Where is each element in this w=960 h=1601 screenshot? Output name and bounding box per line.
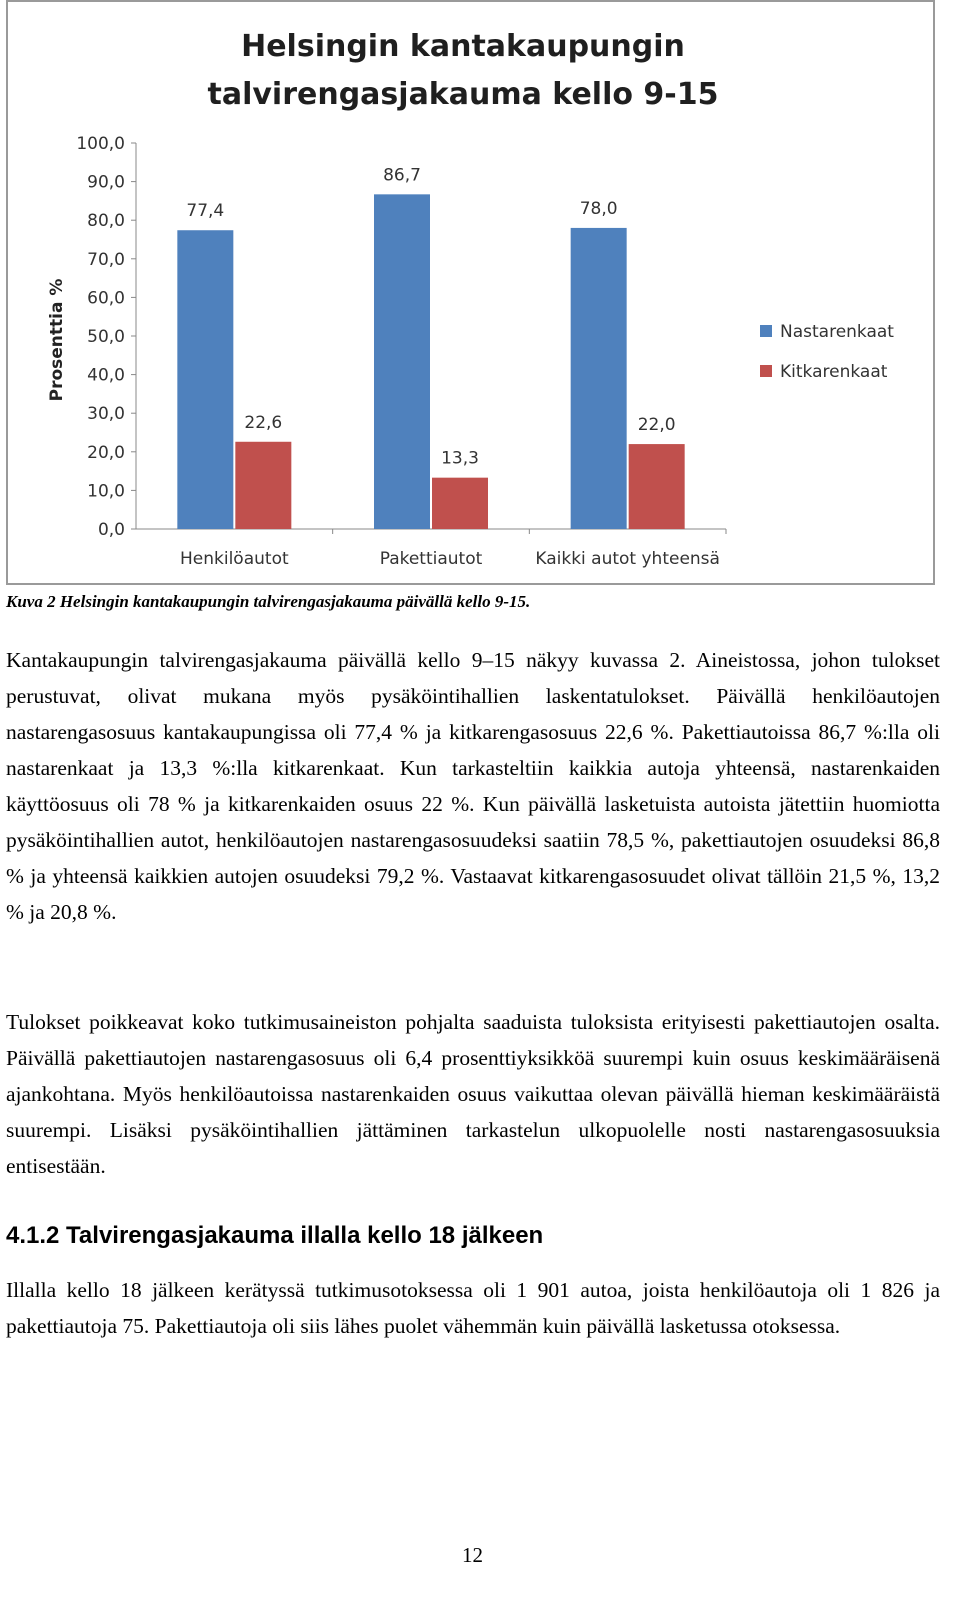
data-label: 22,6 [244, 412, 283, 433]
y-tick-label: 10,0 [87, 481, 125, 502]
legend-label: Nastarenkaat [780, 322, 894, 342]
legend-swatch-kitkarenkaat [760, 365, 772, 377]
x-tick-label: Kaikki autot yhteensä [535, 549, 720, 569]
bar-kitkarenkaat-2 [432, 478, 488, 529]
bar-kitkarenkaat-1 [235, 442, 291, 529]
x-tick-label: Henkilöautot [180, 549, 289, 569]
bar-nastarenkaat-2 [374, 194, 430, 529]
legend-label: Kitkarenkaat [780, 362, 888, 382]
chart-title-line-2: talvirengasjakauma kello 9-15 [207, 77, 719, 112]
y-tick-label: 20,0 [87, 442, 125, 463]
y-tick-label: 50,0 [87, 327, 125, 347]
y-tick-label: 60,0 [87, 288, 125, 309]
bar-chart [8, 2, 933, 583]
page-number: 12 [462, 1543, 483, 1567]
y-tick-label: 100,0 [76, 134, 125, 154]
bar-nastarenkaat-1 [177, 230, 233, 529]
data-label: 77,4 [186, 201, 225, 222]
figure-caption: Kuva 2 Helsingin kantakaupungin talvirengasjakauma päivällä kello 9-15. [6, 592, 531, 611]
bar-nastarenkaat-3 [571, 228, 627, 529]
chart-frame [6, 0, 935, 585]
data-label: 86,7 [383, 165, 421, 186]
legend-swatch-nastarenkaat [760, 325, 772, 337]
y-tick-label: 40,0 [87, 365, 125, 386]
y-tick-label: 70,0 [87, 249, 125, 270]
y-tick-label: 80,0 [87, 211, 125, 232]
y-tick-label: 30,0 [87, 404, 125, 425]
data-label: 13,3 [441, 448, 479, 469]
y-axis-label: Prosenttia % [47, 278, 67, 402]
paragraph-3: Illalla kello 18 jälkeen kerätyssä tutkimusotoksessa oli 1 901 autoa, joista henkilöautoja oli 1 826 ja pakettiautoja 75. Pakettiautoja oli siis lähes puolet vähemmän kuin päivällä lasketussa otoksessa. [6, 1278, 940, 1338]
data-label: 22,0 [637, 415, 676, 436]
section-heading: 4.1.2 Talvirengasjakauma illalla kello 18 jälkeen [6, 1222, 544, 1249]
y-tick-label: 0,0 [97, 520, 125, 540]
paragraph-1: Kantakaupungin talvirengasjakauma päivällä kello 9–15 näkyy kuvassa 2. Aineistossa, johon tulokset perustuvat, olivat mukana myös pysäköintihallien laskentatulokset. Päivällä henkilöautojen nastarengasosuus kantakaupungissa oli 77,4 % ja kitkarengasosuus 22,6 %. Pakettiautoissa 86,7 %:lla oli nastarenkaat ja 13,3 %:lla kitkarenkaat. Kun tarkasteltiin kaikkia autoja yhteensä, nastarenkaiden käyttöosuus oli 78 % ja kitkarenkaiden osuus 22 %. Kun päivällä lasketuista autoista jätettiin huomiotta pysäköintihallien autot, henkilöautojen nastarengasosuudeksi saatiin 78,5 %, pakettiautojen osuudeksi 86,8 % ja yhteensä kaikkien autojen osuudeksi 79,2 %. Vastaavat kitkarengasosuudet olivat tällöin 21,5 %, 13,2 % ja 20,8 %. [6, 648, 940, 924]
y-tick-label: 90,0 [87, 172, 125, 193]
bar-kitkarenkaat-3 [629, 444, 685, 529]
data-label: 78,0 [579, 198, 618, 219]
x-tick-label: Pakettiautot [379, 549, 483, 569]
chart-title-line-1: Helsingin kantakaupungin [241, 29, 685, 64]
paragraph-2: Tulokset poikkeavat koko tutkimusaineiston pohjalta saaduista tuloksista erityisesti pakettiautojen osalta. Päivällä pakettiautojen nastarengasosuus oli 6,4 prosenttiyksikköä suurempi kuin osuus keskimääräisenä ajankohtana. Myös henkilöautoissa nastarenkaiden osuus vaikuttaa olevan päivällä hieman keskimääräistä suurempi. Lisäksi pysäköintihallien jättäminen tarkastelun ulkopuolelle nosti nastarengasosuuksia entisestään. [6, 1010, 940, 1178]
